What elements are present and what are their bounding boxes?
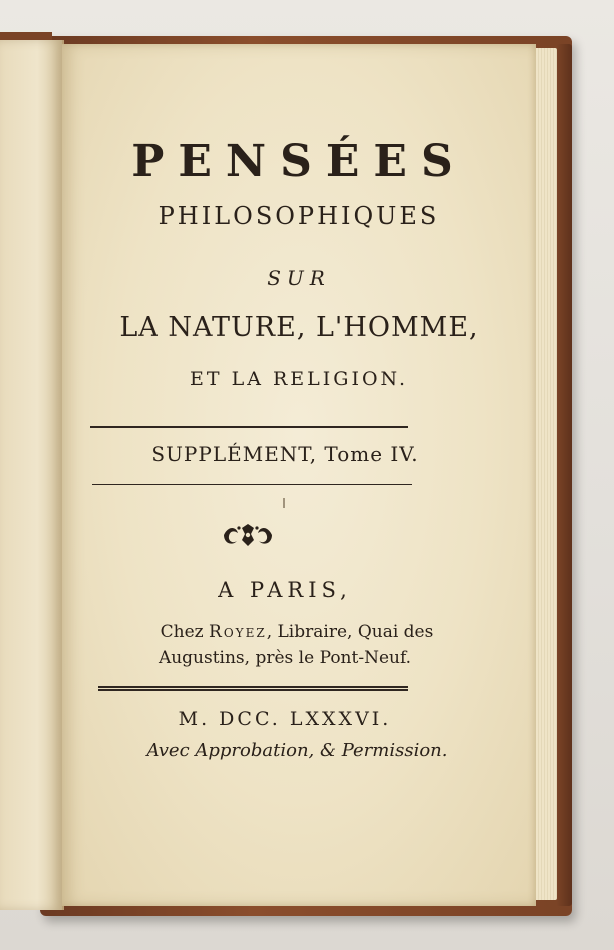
imprint-city: A PARIS, [218, 578, 352, 602]
paper-speck [283, 498, 285, 508]
supplement-volume: SUPPLÉMENT, Tome IV. [151, 442, 419, 466]
printers-ornament-icon [220, 522, 276, 548]
imprint-date: M. DCC. LXXXVI. [178, 708, 392, 730]
title-pensees: PENSÉES [131, 136, 467, 187]
title-religion: ET LA RELIGION. [190, 368, 408, 390]
title-sur: SUR [267, 266, 331, 290]
left-page [0, 40, 64, 910]
imprint-publisher [60, 622, 534, 642]
rule-middle [92, 484, 412, 485]
title-page [62, 44, 536, 906]
rule-top [90, 426, 408, 428]
book-cover-edge [556, 44, 572, 906]
title-philosophiques: PHILOSOPHIQUES [158, 202, 440, 230]
imprint-approbation: Avec Approbation, & Permission. [146, 740, 448, 761]
imprint-chez: Chez [160, 622, 204, 642]
rule-bottom [98, 686, 408, 691]
page-edges [533, 48, 557, 900]
imprint-libraire: , Libraire, Quai des [266, 622, 434, 642]
title-nature-homme: LA NATURE, L'HOMME, [119, 312, 479, 343]
imprint-royez: Royez [209, 622, 267, 642]
imprint-address: Augustins, près le Pont-Neuf. [158, 648, 412, 668]
